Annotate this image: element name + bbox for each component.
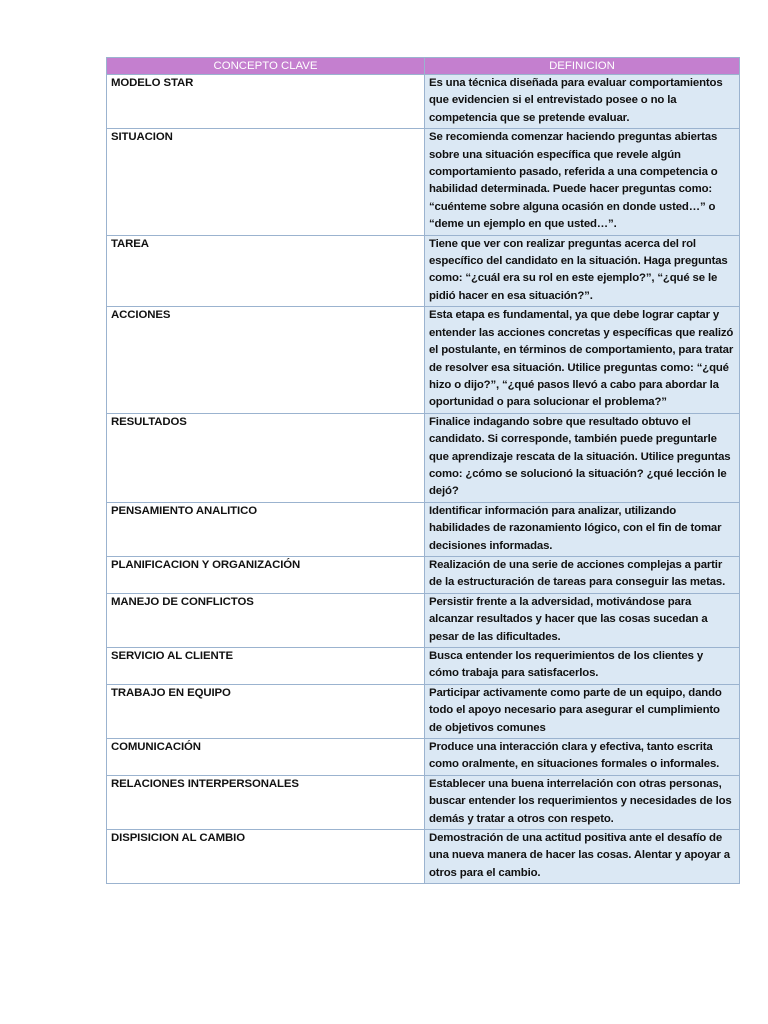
- definition-cell: Esta etapa es fundamental, ya que debe lograr captar y entender las acciones concretas y específicas que realizó el postulante, en términos de comportamiento, para tratar de resolver esa situación. Utilice preguntas como: “¿qué hizo o dijo?”, “¿qué pasos llevó a cabo para abordar la oportunidad o para solucionar el problema?”: [425, 307, 740, 413]
- concept-cell: RESULTADOS: [107, 413, 425, 502]
- concept-cell: SITUACION: [107, 129, 425, 235]
- concept-cell: RELACIONES INTERPERSONALES: [107, 775, 425, 829]
- definition-cell: Se recomienda comenzar haciendo preguntas abiertas sobre una situación específica que revele algún comportamiento pasado, referida a una competencia o habilidad determinada. Puede hacer preguntas como: “cuénteme sobre alguna ocasión en donde usted…” o “deme un ejemplo en que usted…”.: [425, 129, 740, 235]
- concepts-table: [106, 57, 740, 884]
- table-row: [107, 775, 740, 829]
- table-row: [107, 502, 740, 556]
- concept-cell: SERVICIO AL CLIENTE: [107, 648, 425, 685]
- definition-cell: Identificar información para analizar, utilizando habilidades de razonamiento lógico, con el fin de tomar decisiones informadas.: [425, 502, 740, 556]
- definition-cell: Busca entender los requerimientos de los clientes y cómo trabaja para satisfacerlos.: [425, 648, 740, 685]
- concept-cell: TAREA: [107, 235, 425, 307]
- table-row: [107, 684, 740, 738]
- table-row: [107, 593, 740, 647]
- definition-cell: Participar activamente como parte de un equipo, dando todo el apoyo necesario para asegurar el cumplimiento de objetivos comunes: [425, 684, 740, 738]
- concept-cell: PENSAMIENTO ANALITICO: [107, 502, 425, 556]
- definition-cell: Demostración de una actitud positiva ante el desafío de una nueva manera de hacer las cosas. Alentar y apoyar a otros para el cambio.: [425, 830, 740, 884]
- concept-cell: DISPISICION AL CAMBIO: [107, 830, 425, 884]
- table-row: [107, 830, 740, 884]
- concept-cell: TRABAJO EN EQUIPO: [107, 684, 425, 738]
- table-row: [107, 648, 740, 685]
- table-row: [107, 739, 740, 776]
- concept-cell: COMUNICACIÓN: [107, 739, 425, 776]
- table-row: [107, 235, 740, 307]
- concept-cell: MODELO STAR: [107, 75, 425, 129]
- definition-cell: Finalice indagando sobre que resultado obtuvo el candidato. Si corresponde, también puede preguntarle que aprendizaje rescata de la situación. Utilice preguntas como: ¿cómo se solucionó la situación? ¿qué lección le dejó?: [425, 413, 740, 502]
- definition-cell: Tiene que ver con realizar preguntas acerca del rol específico del candidato en la situación. Haga preguntas como: “¿cuál era su rol en este ejemplo?”, “¿qué se le pidió hacer en esa situación?”.: [425, 235, 740, 307]
- table-header-row: [107, 58, 740, 75]
- table-row: [107, 129, 740, 235]
- table-row: [107, 307, 740, 413]
- concept-cell: PLANIFICACION Y ORGANIZACIÓN: [107, 556, 425, 593]
- table-row: [107, 556, 740, 593]
- concept-cell: MANEJO DE CONFLICTOS: [107, 593, 425, 647]
- header-definicion: DEFINICION: [425, 58, 740, 75]
- table-row: [107, 75, 740, 129]
- definition-cell: Produce una interacción clara y efectiva, tanto escrita como oralmente, en situaciones formales o informales.: [425, 739, 740, 776]
- definition-cell: Persistir frente a la adversidad, motivándose para alcanzar resultados y hacer que las cosas sucedan a pesar de las dificultades.: [425, 593, 740, 647]
- definition-cell: Realización de una serie de acciones complejas a partir de la estructuración de tareas para conseguir las metas.: [425, 556, 740, 593]
- concept-cell: ACCIONES: [107, 307, 425, 413]
- table-row: [107, 413, 740, 502]
- header-concepto-clave: CONCEPTO CLAVE: [107, 58, 425, 75]
- definition-cell: Establecer una buena interrelación con otras personas, buscar entender los requerimientos y necesidades de los demás y tratar a otros con respeto.: [425, 775, 740, 829]
- definition-cell: Es una técnica diseñada para evaluar comportamientos que evidencien si el entrevistado posee o no la competencia que se pretende evaluar.: [425, 75, 740, 129]
